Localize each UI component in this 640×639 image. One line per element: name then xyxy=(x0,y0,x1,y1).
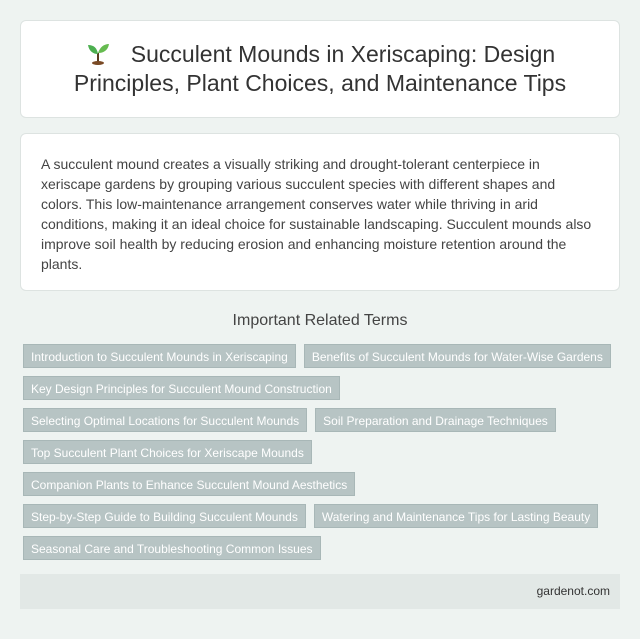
related-term-tag[interactable]: Soil Preparation and Drainage Techniques xyxy=(315,408,556,432)
title-card xyxy=(20,20,620,118)
related-term-tag[interactable]: Seasonal Care and Troubleshooting Common Issues xyxy=(23,536,321,560)
related-term-tag[interactable]: Watering and Maintenance Tips for Lasting Beauty xyxy=(314,504,598,528)
related-term-tag[interactable]: Companion Plants to Enhance Succulent Mound Aesthetics xyxy=(23,472,355,496)
tag-row xyxy=(23,440,623,464)
related-term-tag[interactable]: Step-by-Step Guide to Building Succulent Mounds xyxy=(23,504,306,528)
related-term-tag[interactable]: Selecting Optimal Locations for Succulent Mounds xyxy=(23,408,307,432)
page-title-text: Succulent Mounds in Xeriscaping: Design Principles, Plant Choices, and Maintenance Tips xyxy=(73,41,567,96)
related-terms-list xyxy=(23,344,623,568)
summary-card xyxy=(20,133,620,291)
sprout-icon xyxy=(85,41,111,65)
related-term-tag[interactable]: Top Succulent Plant Choices for Xeriscape Mounds xyxy=(23,440,312,464)
footer-site-link[interactable]: gardenot.com xyxy=(536,584,610,598)
page-title xyxy=(21,40,619,98)
tag-row xyxy=(23,376,623,400)
summary-text: A succulent mound creates a visually striking and drought-tolerant centerpiece in xeriscape gardens by grouping various succulent species with different shapes and colors. This low-maintenance arrangement conserves water while thriving in arid conditions, making it an ideal choice for sustainable landscaping. Succulent mounds also improve soil health by reducing erosion and enhancing moisture retention around the plants. xyxy=(41,156,592,272)
related-term-tag[interactable]: Key Design Principles for Succulent Mound Construction xyxy=(23,376,340,400)
tag-row xyxy=(23,408,623,432)
related-terms-heading: Important Related Terms xyxy=(232,312,408,329)
related-term-tag[interactable]: Benefits of Succulent Mounds for Water-Wise Gardens xyxy=(304,344,611,368)
tag-row xyxy=(23,504,623,528)
tag-row xyxy=(23,344,623,368)
tag-row xyxy=(23,472,623,496)
related-term-tag[interactable]: Introduction to Succulent Mounds in Xeriscaping xyxy=(23,344,296,368)
footer xyxy=(20,574,620,609)
tag-row xyxy=(23,536,623,560)
